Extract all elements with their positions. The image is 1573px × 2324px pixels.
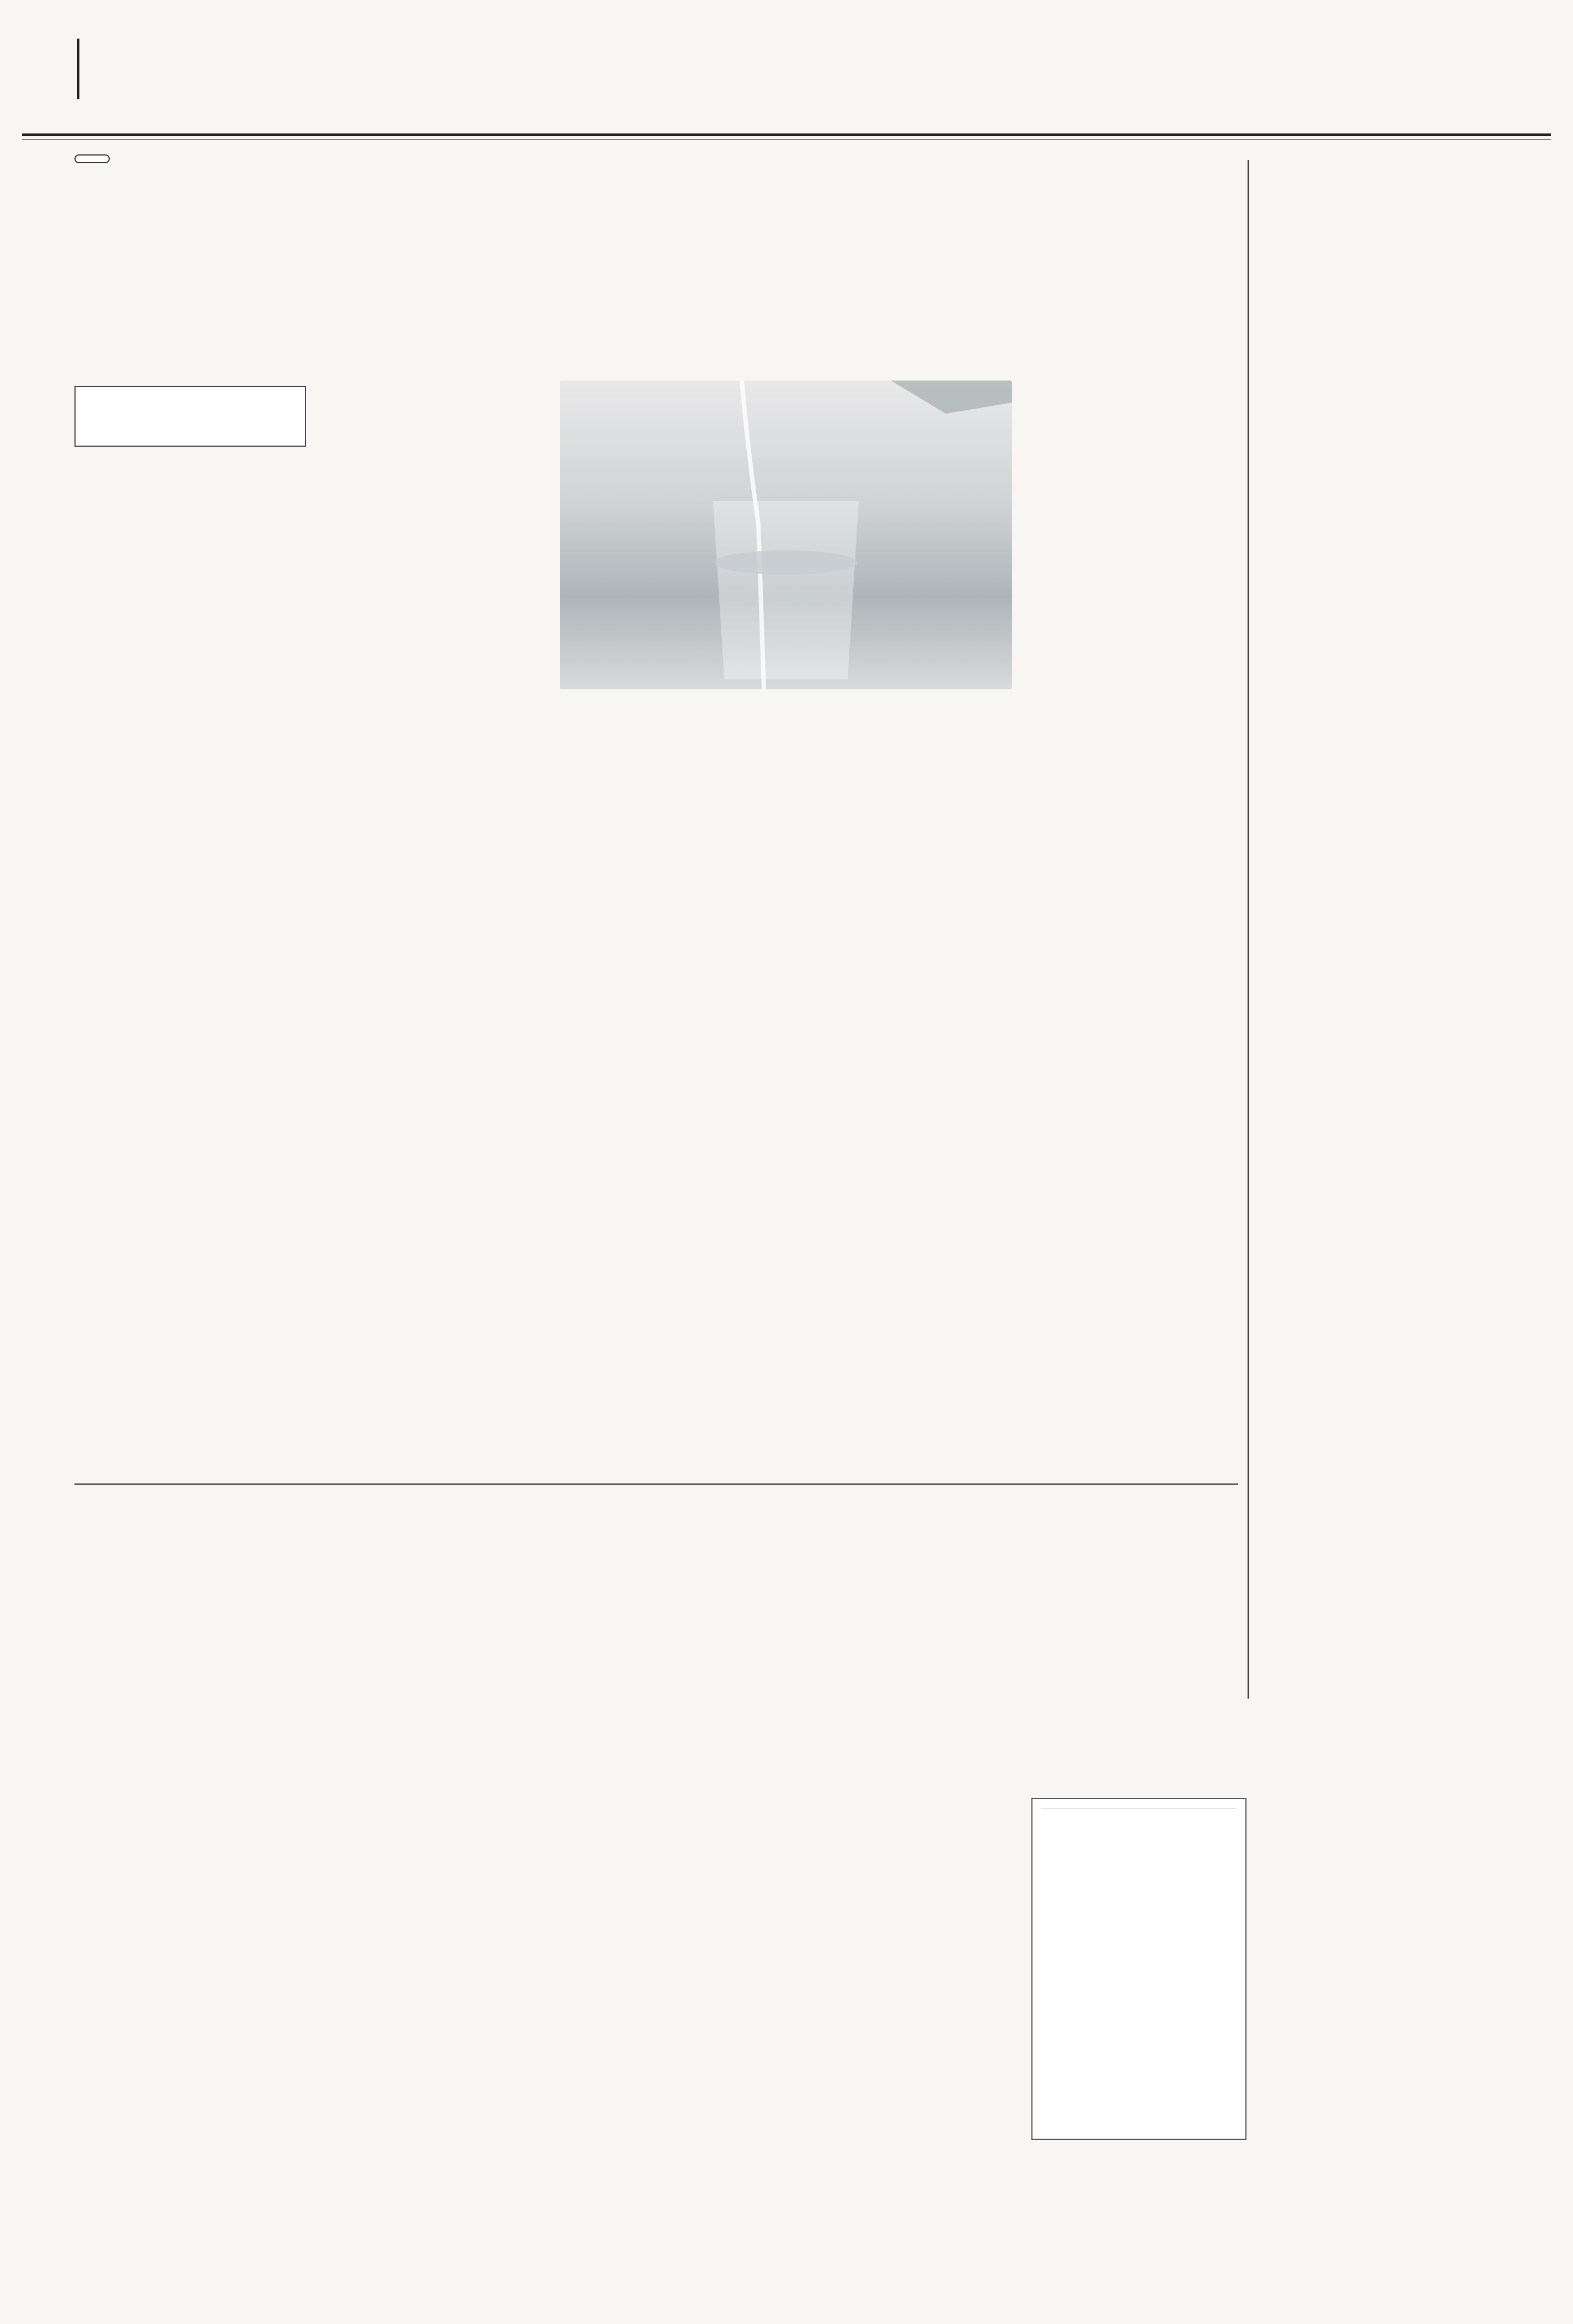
article1-col3 xyxy=(560,700,780,1472)
article1-byline xyxy=(74,468,306,489)
article2-col2 xyxy=(317,1610,549,2324)
column-badge xyxy=(74,154,110,163)
article1-col2 xyxy=(317,386,549,1472)
article2-col3 xyxy=(560,1610,780,2324)
side-article-body xyxy=(1260,231,1551,1631)
tip-box xyxy=(1031,1798,1246,2140)
water-glass-image xyxy=(560,381,1012,689)
article1-col4 xyxy=(791,700,1012,1472)
side-article xyxy=(1260,160,1551,1699)
side-article-byline xyxy=(1260,193,1551,214)
article2-col1 xyxy=(74,1660,306,2324)
masthead-rule xyxy=(22,133,1551,136)
water-glass-illustration xyxy=(560,381,1012,689)
masthead-rule-thin xyxy=(22,139,1551,140)
masthead xyxy=(22,33,1551,132)
side-column-divider xyxy=(1248,160,1249,1699)
focus-box xyxy=(74,386,306,447)
article1-col1 xyxy=(74,529,306,1472)
tip-body xyxy=(1041,1814,1237,2073)
masthead-divider-v xyxy=(77,39,79,99)
article2-col4 xyxy=(791,1610,1012,2324)
article1-col5 xyxy=(1023,386,1238,1472)
article-divider xyxy=(74,1484,1238,1485)
